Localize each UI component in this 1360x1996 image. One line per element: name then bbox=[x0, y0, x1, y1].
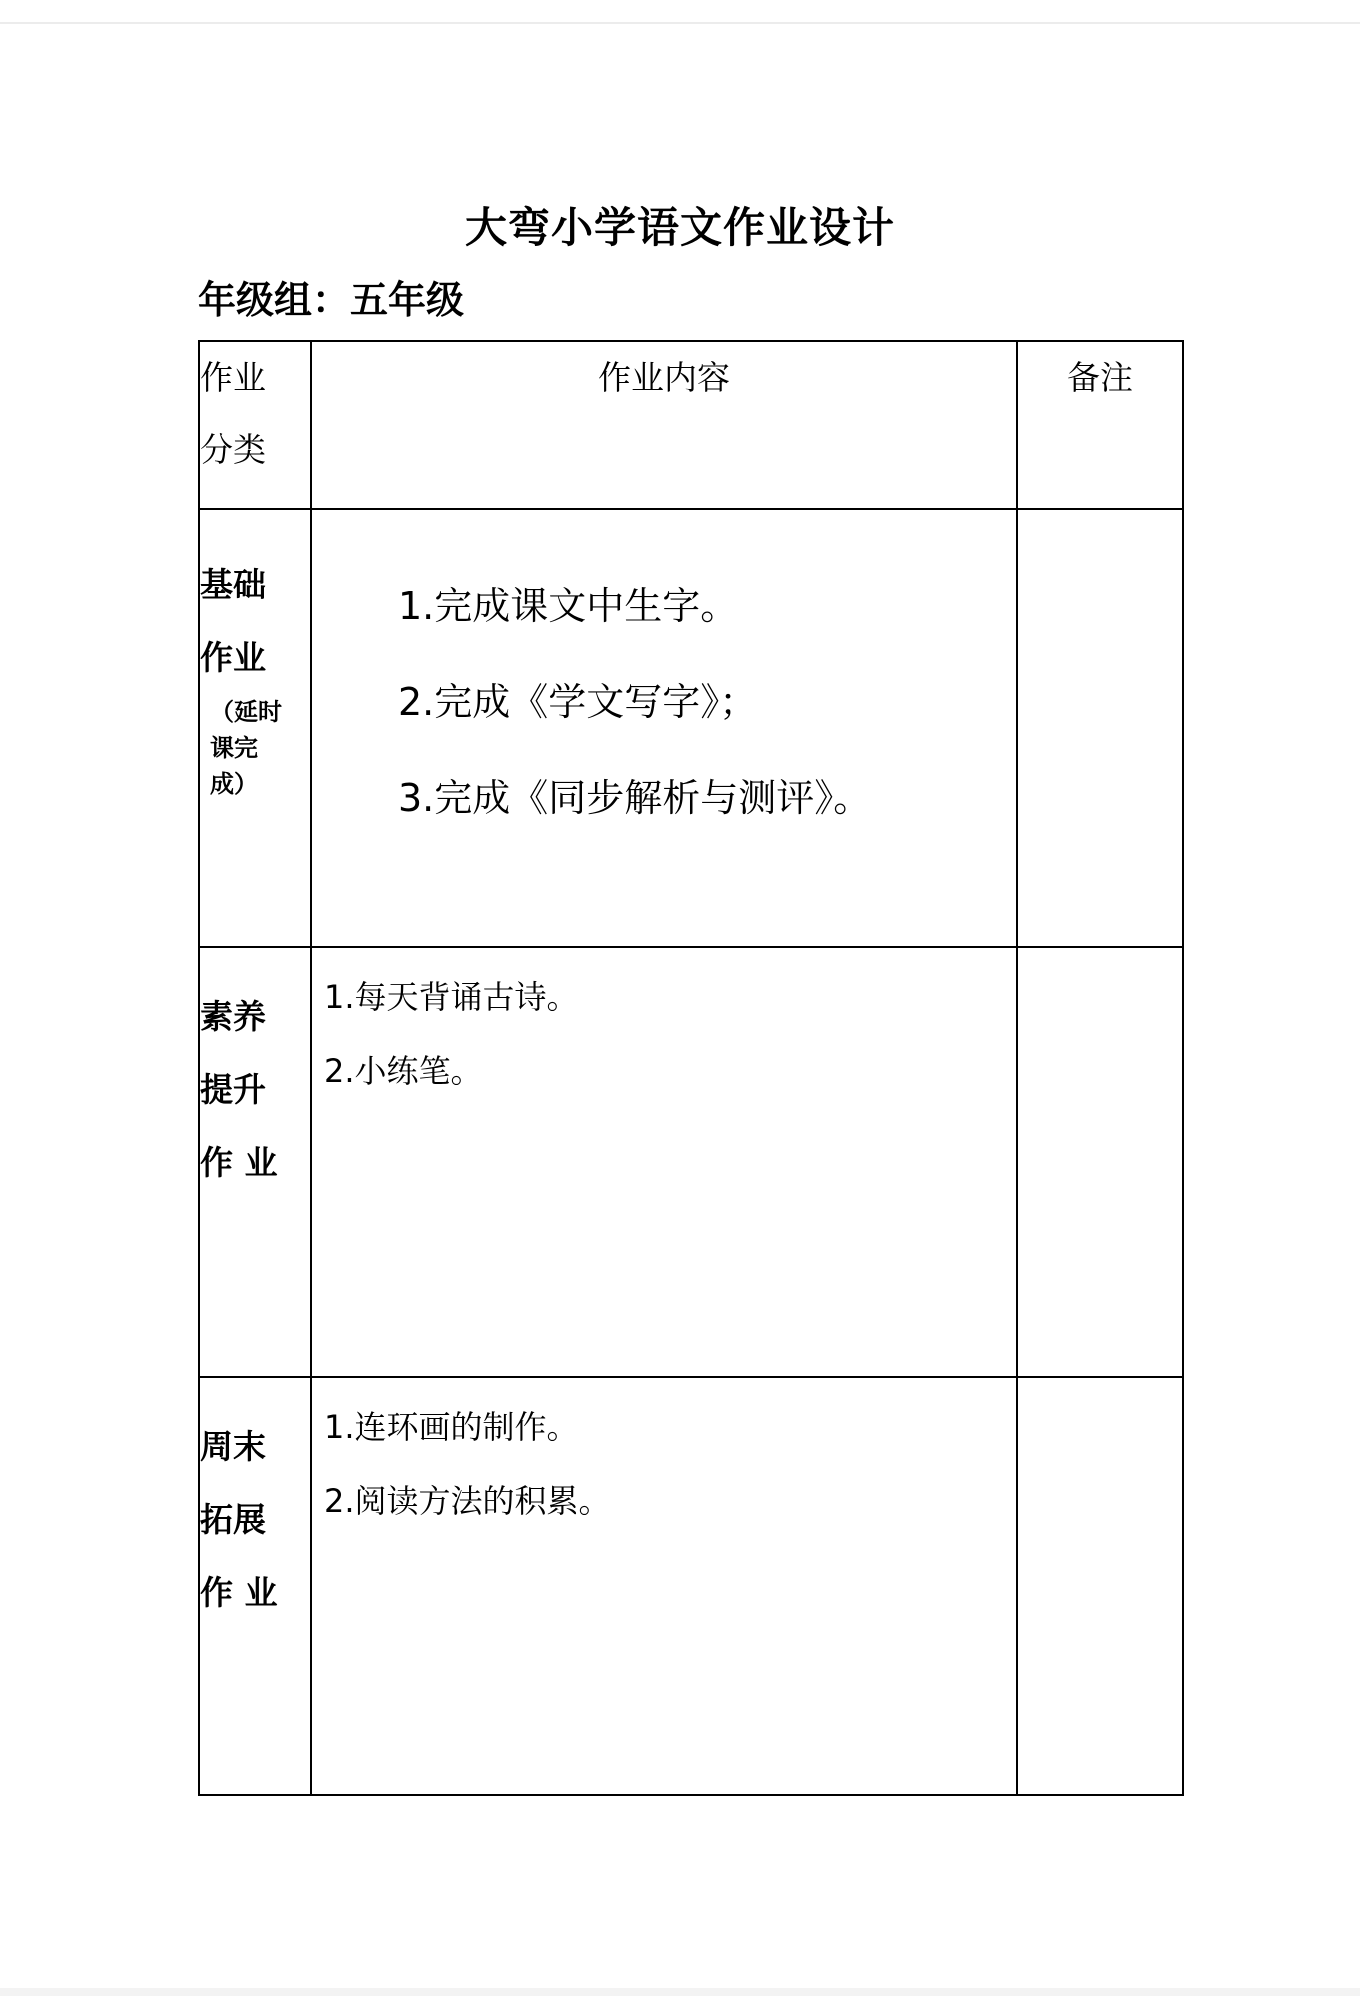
list-item: 1.连环画的制作。 bbox=[324, 1408, 579, 1446]
list-item: 2.完成《学文写字》； bbox=[398, 680, 758, 724]
note-cell-basic bbox=[1017, 509, 1183, 947]
header-category bbox=[199, 341, 311, 509]
list-item: 1.每天背诵古诗。 bbox=[324, 978, 579, 1016]
category-weekend-line2: 拓展 bbox=[200, 1500, 266, 1539]
category-cell-weekend bbox=[199, 1377, 311, 1795]
category-basic-line2: 作业 bbox=[200, 638, 266, 677]
header-category-line1: 作业 bbox=[200, 358, 266, 397]
grade-group-label: 年级组：五年级 bbox=[198, 278, 465, 322]
page-bottom-divider bbox=[0, 1988, 1360, 1996]
category-cell-basic bbox=[199, 509, 311, 947]
note-cell-literacy bbox=[1017, 947, 1183, 1377]
content-cell-basic bbox=[311, 509, 1017, 947]
list-item: 2.小练笔。 bbox=[324, 1052, 483, 1090]
category-basic-line1: 基础 bbox=[200, 565, 266, 604]
table-row-literacy bbox=[199, 947, 1183, 1377]
header-category-line2: 分类 bbox=[200, 430, 266, 469]
list-item: 3.完成《同步解析与测评》。 bbox=[398, 776, 872, 820]
category-basic-note: （延时课完成） bbox=[210, 698, 282, 798]
category-literacy-line2: 提升 bbox=[200, 1070, 266, 1109]
content-cell-literacy bbox=[311, 947, 1017, 1377]
list-item: 2.阅读方法的积累。 bbox=[324, 1482, 611, 1520]
header-note: 备注 bbox=[1017, 341, 1183, 509]
category-cell-literacy bbox=[199, 947, 311, 1377]
homework-table bbox=[198, 340, 1184, 1796]
document-title: 大弯小学语文作业设计 bbox=[464, 203, 895, 252]
table-row-weekend bbox=[199, 1377, 1183, 1795]
category-literacy-line1: 素养 bbox=[200, 997, 266, 1036]
category-literacy-line3: 作 业 bbox=[200, 1143, 278, 1182]
note-cell-weekend bbox=[1017, 1377, 1183, 1795]
header-content: 作业内容 bbox=[311, 341, 1017, 509]
table-header-row bbox=[199, 341, 1183, 509]
category-weekend-line1: 周末 bbox=[200, 1427, 266, 1466]
category-weekend-line3: 作 业 bbox=[200, 1573, 278, 1612]
page-top-divider bbox=[0, 22, 1360, 24]
list-item: 1.完成课文中生字。 bbox=[398, 584, 739, 628]
content-cell-weekend bbox=[311, 1377, 1017, 1795]
table-row-basic bbox=[199, 509, 1183, 947]
